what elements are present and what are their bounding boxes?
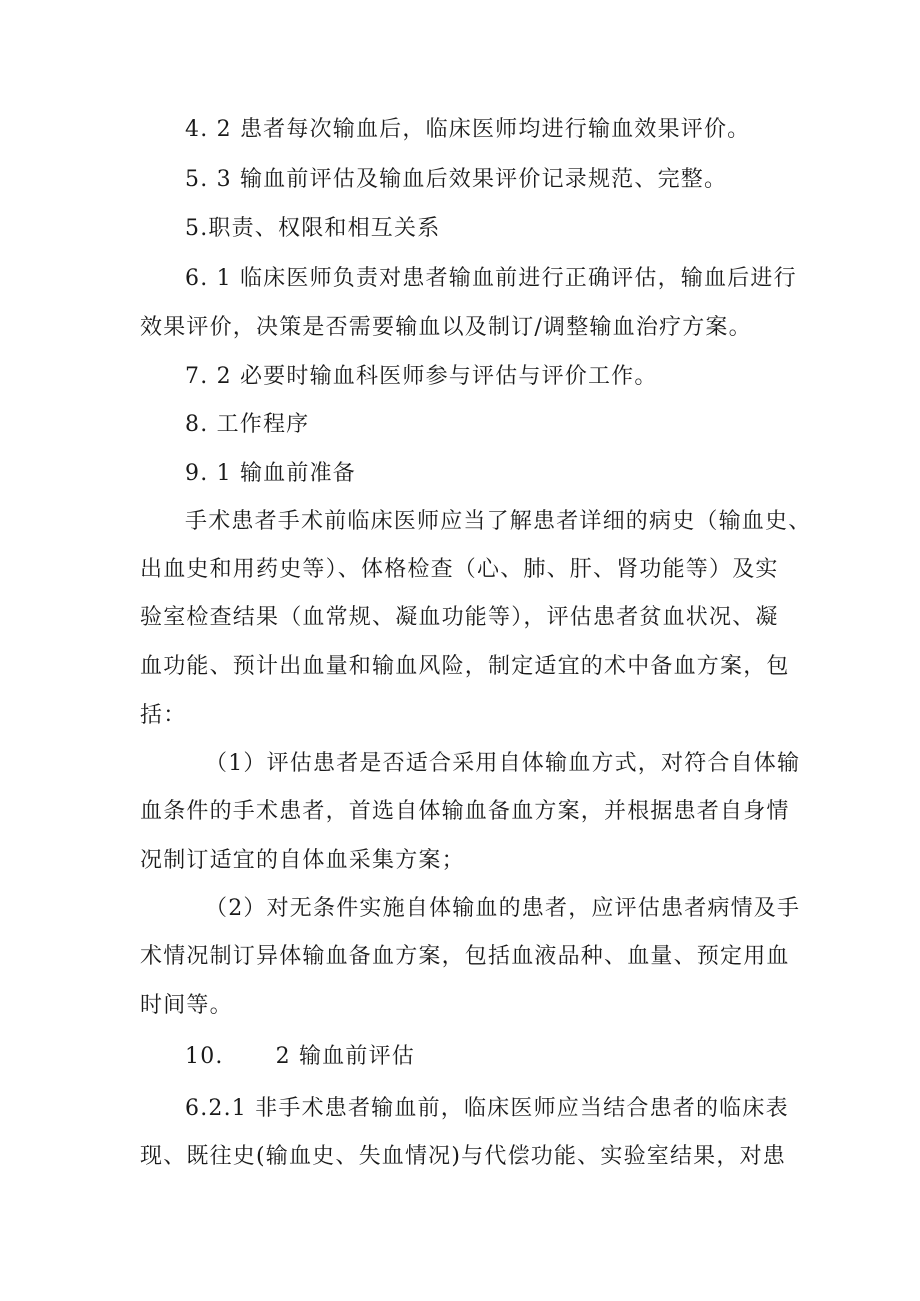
section-5-heading: 5.职责、权限和相互关系	[185, 216, 441, 241]
section-5-3-text: 5. 3 输血前评估及输血后效果评价记录规范、完整。	[185, 167, 728, 192]
paragraph-line: 血功能、预计出血量和输血风险，制定适宜的术中备血方案，包	[140, 654, 790, 679]
list-item-1-line: （1）评估患者是否适合采用自体输血方式，对符合自体输	[205, 751, 801, 776]
list-item-2-line: （2）对无条件实施自体输血的患者，应评估患者病情及手	[205, 896, 801, 921]
paragraph-line: 出血史和用药史等）、体格检查（心、肺、肝、肾功能等）及实	[140, 557, 779, 582]
section-9-1-heading: 9. 1 输血前准备	[185, 461, 356, 486]
section-10-title: 2 输血前评估	[275, 1044, 415, 1069]
list-item-1-line: 血条件的手术患者，首选自体输血备血方案，并根据患者自身情	[140, 799, 790, 824]
section-6-2-1-text-cont: 现、既往史(输血史、失血情况)与代偿功能、实验室结果，对患	[140, 1144, 786, 1169]
section-10-heading	[185, 1042, 415, 1072]
section-7-2-text: 7. 2 必要时输血科医师参与评估与评价工作。	[185, 364, 658, 389]
section-4-2-text: 4. 2 患者每次输血后，临床医师均进行输血效果评价。	[185, 117, 751, 142]
paragraph-line: 验室检查结果（血常规、凝血功能等），评估患者贫血状况、凝	[140, 605, 779, 630]
section-6-1-text-cont: 效果评价，决策是否需要输血以及制订/调整输血治疗方案。	[140, 315, 752, 340]
paragraph-line: 括：	[140, 703, 187, 728]
section-6-2-1-text: 6.2.1 非手术患者输血前，临床医师应当结合患者的临床表	[185, 1096, 789, 1121]
list-item-1-line: 况制订适宜的自体血采集方案；	[140, 848, 465, 873]
section-6-1-text: 6. 1 临床医师负责对患者输血前进行正确评估，输血后进行	[185, 266, 797, 291]
list-item-2-line: 术情况制订异体输血备血方案，包括血液品种、血量、预定用血	[140, 944, 790, 969]
list-item-2-line: 时间等。	[140, 993, 233, 1018]
paragraph-line: 手术患者手术前临床医师应当了解患者详细的病史（输血史、	[185, 509, 812, 534]
section-10-number: 10.	[185, 1044, 224, 1069]
section-8-heading: 8. 工作程序	[185, 412, 310, 437]
